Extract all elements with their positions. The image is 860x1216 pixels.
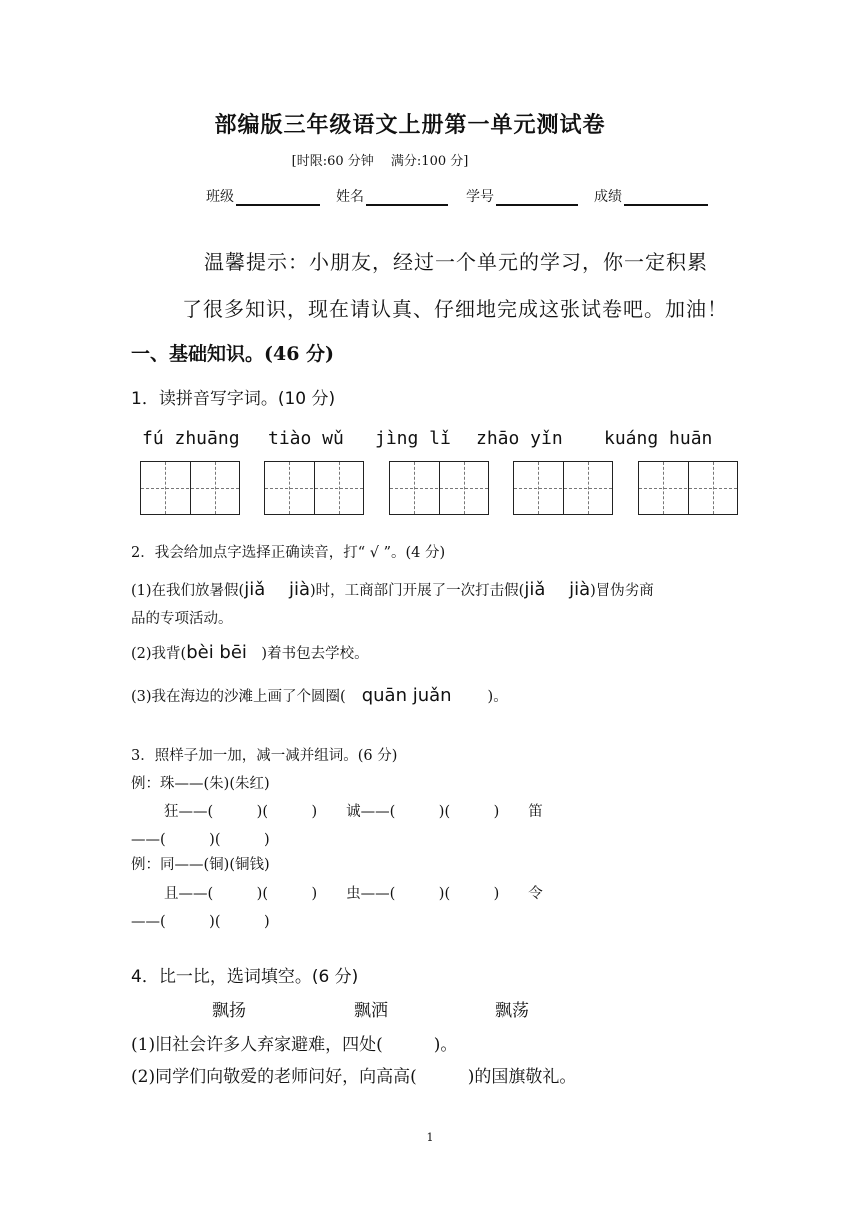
name-blank[interactable] — [366, 188, 448, 206]
writing-grid-2[interactable] — [264, 461, 364, 515]
class-field[interactable] — [206, 186, 320, 206]
q2-sentence-1-cont: 品的专项活动。 — [131, 611, 233, 627]
q4-option-1: 飘扬 — [212, 1001, 246, 1021]
q2-s1-pinyin-1[interactable]: jiǎ jià — [244, 579, 310, 600]
student-id-label: 学号 — [466, 189, 494, 205]
q2-sentence-2 — [131, 642, 369, 663]
q4-sentence-2[interactable]: (2)同学们向敬爱的老师问好，向高高( )的国旗敬礼。 — [131, 1067, 577, 1087]
pinyin-3: jìng lǐ — [375, 428, 451, 449]
q3-row-2-cont[interactable]: ——( )( ) — [131, 914, 270, 930]
pinyin-5: kuáng huān — [604, 428, 713, 449]
time-score-info: [时限:60 分钟 满分:100 分] — [291, 154, 469, 169]
writing-grid-1[interactable] — [140, 461, 240, 515]
q2-s2-part-a: (2)我背( — [131, 646, 187, 662]
q2-s1-pinyin-2[interactable]: jiǎ jià — [524, 579, 591, 600]
q2-title: 2．我会给加点字选择正确读音，打“ √ ”。(4 分) — [131, 545, 446, 561]
q3-example-2: 例：同——(铜)(铜钱) — [131, 857, 270, 873]
pinyin-1: fú zhuāng — [142, 428, 240, 449]
q3-row-1[interactable]: 狂——( )( ) 诚——( )( ) 笛 — [164, 804, 543, 820]
q2-s3-part-b: )。 — [487, 689, 508, 705]
q3-example-1: 例：珠——(朱)(朱红) — [131, 776, 270, 792]
pinyin-2: tiào wǔ — [268, 428, 344, 449]
score-field[interactable] — [594, 186, 708, 206]
q3-row-1-cont[interactable]: ——( )( ) — [131, 832, 270, 848]
q2-sentence-3 — [131, 685, 508, 706]
student-id-field[interactable] — [466, 186, 578, 206]
student-id-blank[interactable] — [496, 188, 578, 206]
q1-title: 1．读拼音写字词。(10 分) — [131, 389, 336, 409]
pinyin-4: zhāo yǐn — [476, 428, 563, 449]
class-blank[interactable] — [236, 188, 320, 206]
name-label: 姓名 — [336, 189, 364, 205]
tip-line-1: 温馨提示：小朋友，经过一个单元的学习，你一定积累 — [204, 250, 708, 274]
class-label: 班级 — [206, 189, 234, 205]
section-heading: 一、基础知识。(46 分) — [131, 343, 335, 365]
writing-grid-5[interactable] — [638, 461, 738, 515]
q3-row-2[interactable]: 且——( )( ) 虫——( )( ) 令 — [164, 886, 543, 902]
q2-sentence-1 — [131, 575, 654, 601]
q2-s1-part-c: )冒伪劣商 — [590, 583, 654, 599]
page-title: 部编版三年级语文上册第一单元测试卷 — [214, 112, 606, 138]
q2-s2-part-b: )着书包去学校。 — [246, 646, 369, 662]
q3-title: 3．照样子加一加，减一减并组词。(6 分) — [131, 748, 398, 764]
score-label: 成绩 — [594, 189, 622, 205]
q4-sentence-1[interactable]: (1)旧社会许多人弃家避难，四处( )。 — [131, 1035, 458, 1055]
name-field[interactable] — [336, 186, 448, 206]
page-number: 1 — [426, 1131, 434, 1144]
writing-grid-4[interactable] — [513, 461, 613, 515]
score-blank[interactable] — [624, 188, 708, 206]
q4-title: 4．比一比，选词填空。(6 分) — [131, 967, 359, 987]
q2-s1-part-a: (1)在我们放暑假( — [131, 583, 245, 599]
q2-s3-part-a: (3)我在海边的沙滩上画了个圆圈( — [131, 689, 346, 705]
q4-option-3: 飘荡 — [495, 1001, 529, 1021]
q2-s1-part-b: )时，工商部门开展了一次打击假( — [310, 583, 525, 599]
q2-s2-pinyin[interactable]: bèi bēi — [186, 642, 247, 663]
q2-s3-pinyin[interactable]: quān juǎn — [361, 685, 452, 706]
tip-line-2: 了很多知识，现在请认真、仔细地完成这张试卷吧。加油！ — [182, 297, 728, 321]
q4-option-2: 飘洒 — [354, 1001, 388, 1021]
writing-grid-3[interactable] — [389, 461, 489, 515]
